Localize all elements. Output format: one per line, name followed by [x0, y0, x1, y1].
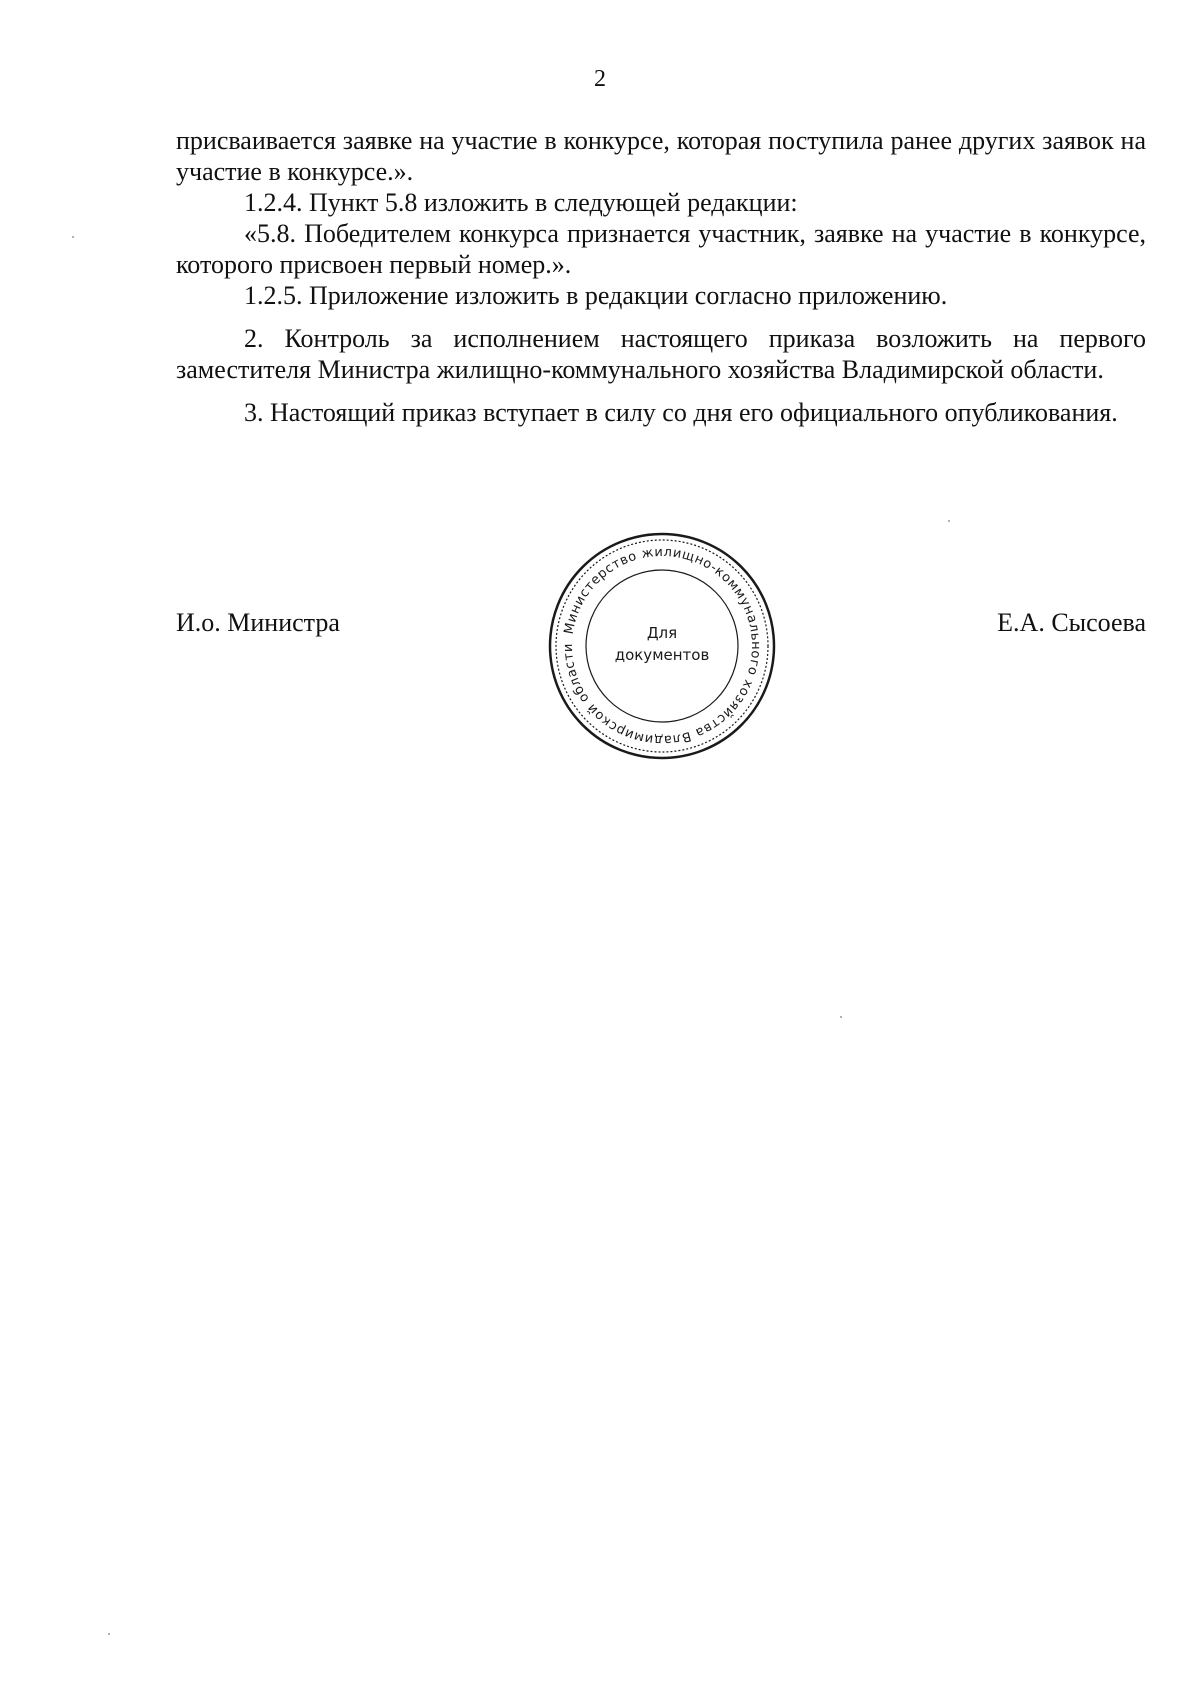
paragraph-item-2: 2. Контроль за исполнением настоящего приказа возложить на первого заместителя Министра жилищно-коммунального хозяйства Владимирской области.	[176, 324, 1146, 384]
document-body	[176, 125, 1146, 428]
paragraph-item-1-2-5: 1.2.5. Приложение изложить в редакции согласно приложению.	[244, 281, 948, 310]
page-number: 2	[594, 66, 606, 92]
official-stamp-seal	[546, 530, 778, 762]
scan-speck	[108, 1633, 110, 1635]
paragraph-quote-5-8: «5.8. Победителем конкурса признается участник, заявке на участие в конкурсе, которого присвоен первый номер.».	[176, 219, 1146, 279]
scan-speck	[840, 1016, 842, 1018]
scan-speck	[948, 520, 950, 522]
paragraph-continuation: присваивается заявке на участие в конкурсе, которая поступила ранее других заявок на участие в конкурсе.».	[176, 126, 1146, 186]
stamp-center-line-2: документов	[614, 646, 710, 664]
stamp-ring-text: Министерство жилищно-коммунального хозяйства Владимирской области	[560, 544, 764, 748]
paragraph-item-1-2-4: 1.2.4. Пункт 5.8 изложить в следующей редакции:	[244, 188, 798, 217]
signatory-role: И.о. Министра	[176, 608, 340, 637]
scan-speck	[72, 236, 74, 238]
stamp-center-line-1: Для	[646, 624, 678, 642]
paragraph-item-3: 3. Настоящий приказ вступает в силу со дня его официального опубликования.	[244, 398, 1118, 427]
signatory-name: Е.А. Сысоева	[997, 608, 1146, 637]
